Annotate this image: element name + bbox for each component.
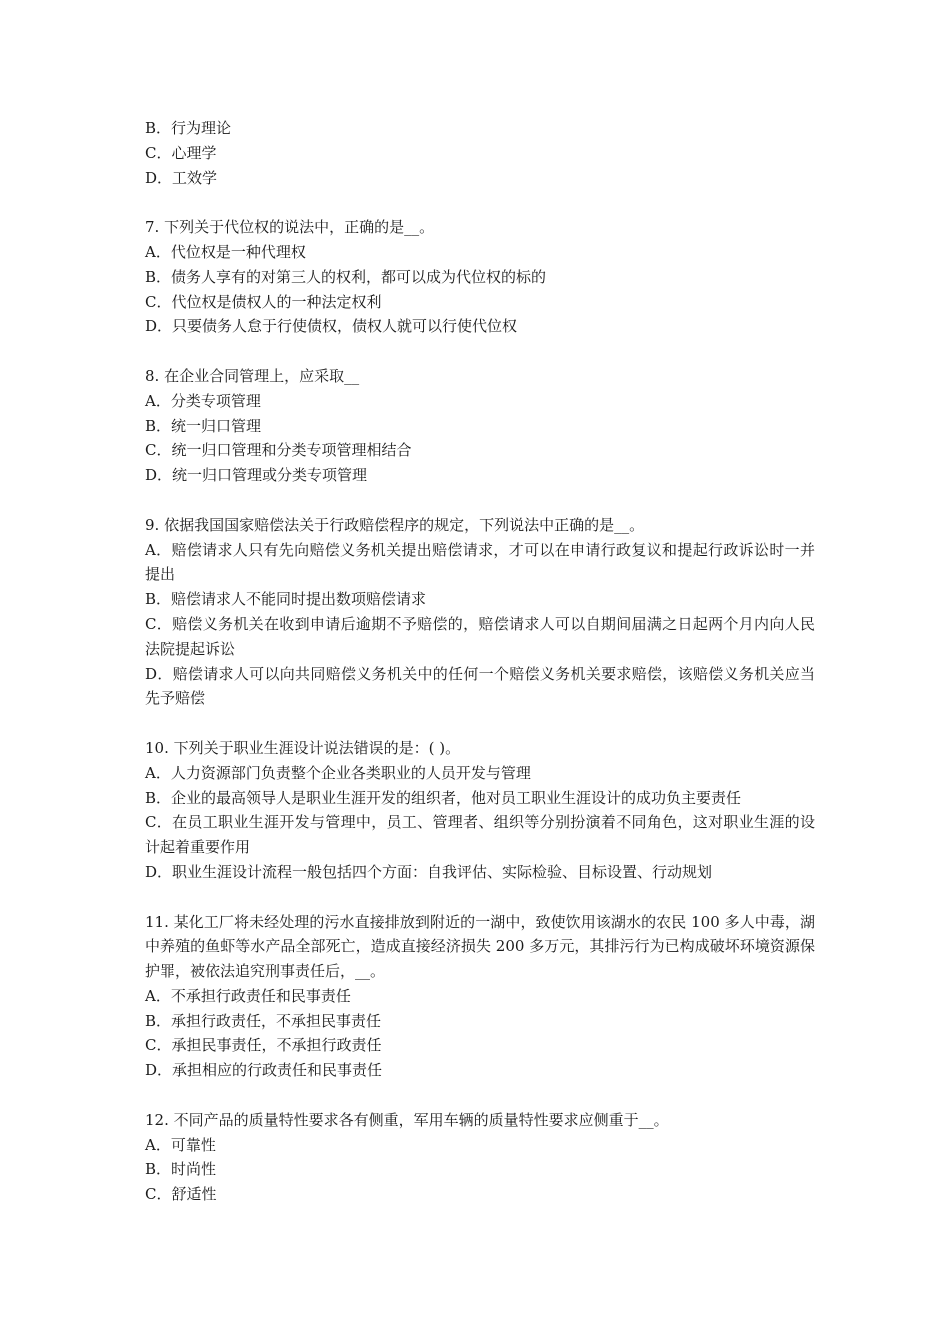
- question-11: [145, 910, 815, 1084]
- option-d: D．职业生涯设计流程一般包括四个方面：自我评估、实际检验、目标设置、行动规划: [145, 862, 713, 881]
- option-a: A．人力资源部门负责整个企业各类职业的人员开发与管理: [145, 763, 531, 782]
- option-b: B．统一归口管理: [145, 416, 262, 435]
- option-c: C．承担民事责任，不承担行政责任: [145, 1036, 382, 1055]
- option-c: C．在员工职业生涯开发与管理中，员工、管理者、组织等分别扮演着不同角色，这对职业生涯的设计起着重要作用: [145, 813, 815, 857]
- question-stem: 12. 不同产品的质量特性要求各有侧重，军用车辆的质量特性要求应侧重于__。: [145, 1110, 669, 1129]
- option-c: C．舒适性: [145, 1185, 217, 1204]
- question-stem: 8. 在企业合同管理上，应采取__: [145, 366, 360, 385]
- option-b: B．承担行政责任，不承担民事责任: [145, 1011, 382, 1030]
- option-c: C．统一归口管理和分类专项管理相结合: [145, 441, 412, 460]
- option-b: B．行为理论: [145, 119, 232, 137]
- document-page: [145, 116, 815, 1207]
- option-b: B．赔偿请求人不能同时提出数项赔偿请求: [145, 590, 427, 609]
- option-c: C．代位权是债权人的一种法定权利: [145, 292, 382, 311]
- question-9: [145, 513, 815, 711]
- question-stem: 9. 依据我国国家赔偿法关于行政赔偿程序的规定，下列说法中正确的是__。: [145, 515, 645, 534]
- option-d: D．承担相应的行政责任和民事责任: [145, 1061, 383, 1080]
- question-8: [145, 364, 815, 488]
- option-b: B．时尚性: [145, 1160, 217, 1179]
- option-d: D．统一归口管理或分类专项管理: [145, 466, 368, 485]
- question-6-tail: [145, 116, 815, 190]
- question-stem: 7. 下列关于代位权的说法中，正确的是__。: [145, 218, 435, 237]
- option-b: B．债务人享有的对第三人的权利，都可以成为代位权的标的: [145, 267, 547, 286]
- option-a: A．可靠性: [145, 1135, 216, 1154]
- question-10: [145, 736, 815, 885]
- question-7: [145, 215, 815, 339]
- option-c: C．赔偿义务机关在收到申请后逾期不予赔偿的，赔偿请求人可以自期间届满之日起两个月内向人民法院提起诉讼: [145, 614, 815, 658]
- option-b: B．企业的最高领导人是职业生涯开发的组织者，他对员工职业生涯设计的成功负主要责任: [145, 788, 742, 807]
- option-a: A．分类专项管理: [145, 391, 261, 410]
- option-c: C．心理学: [145, 143, 217, 162]
- option-a: A．不承担行政责任和民事责任: [145, 986, 351, 1005]
- question-stem: 11. 某化工厂将未经处理的污水直接排放到附近的一湖中，致使饮用该湖水的农民 100 多人中毒，湖中养殖的鱼虾等水产品全部死亡，造成直接经济损失 200 多万元，其排污行为已构成破坏环境资源保护罪，被依法追究刑事责任后，__。: [145, 912, 815, 981]
- option-a: A．代位权是一种代理权: [145, 242, 306, 261]
- option-a: A．赔偿请求人只有先向赔偿义务机关提出赔偿请求，才可以在申请行政复议和提起行政诉讼时一并提出: [145, 540, 815, 584]
- question-stem: 10. 下列关于职业生涯设计说法错误的是：( )。: [145, 738, 461, 757]
- option-d: D．工效学: [145, 168, 218, 187]
- question-12: [145, 1108, 815, 1207]
- option-d: D．赔偿请求人可以向共同赔偿义务机关中的任何一个赔偿义务机关要求赔偿，该赔偿义务机关应当先予赔偿: [145, 664, 815, 708]
- option-d: D．只要债务人怠于行使债权，债权人就可以行使代位权: [145, 317, 518, 336]
